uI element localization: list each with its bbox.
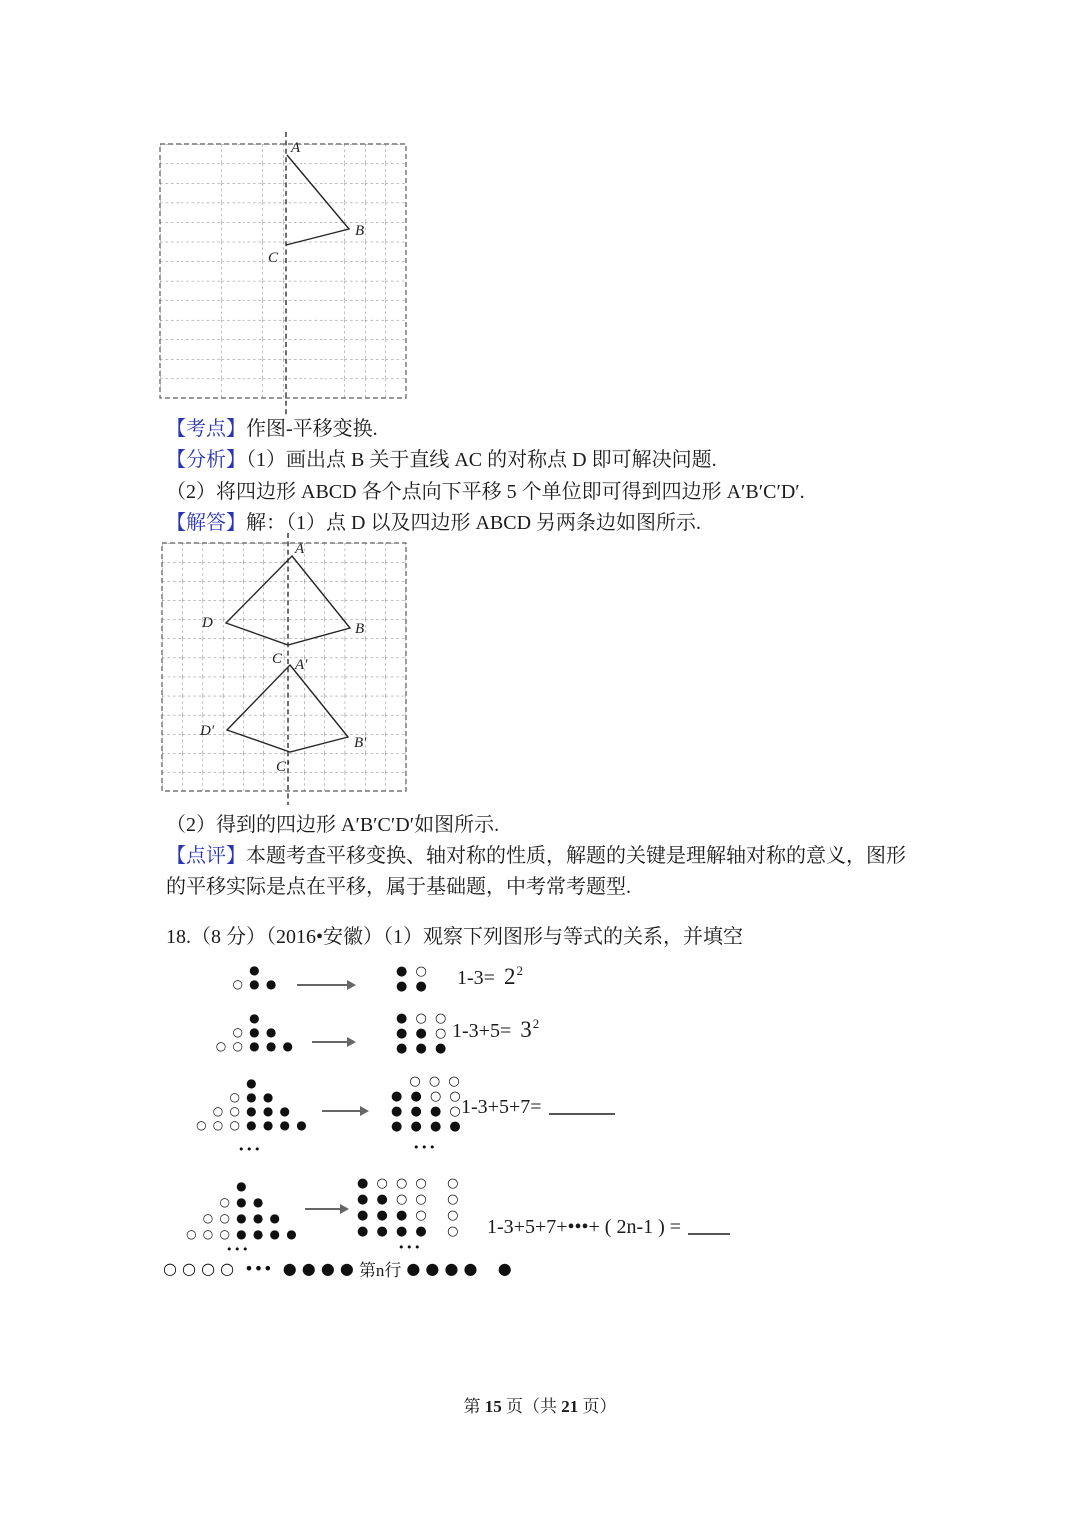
dot-row: ○ ● ● [219, 1195, 265, 1209]
dot-row: ● [236, 1179, 248, 1193]
kaodian-text: 作图-平移变换. [246, 418, 378, 440]
dot-row: ○ ● ● [229, 1090, 275, 1104]
dot-row: ○ ○ ● ● ● [212, 1104, 292, 1118]
question-18-line [166, 922, 743, 953]
result-exponent: 2 [516, 963, 523, 978]
equation-result [520, 1017, 539, 1042]
equation-2 [452, 1016, 539, 1043]
dot-row: ● [249, 963, 261, 977]
dot-row: ○ ○ ○ ● ● ● ● [186, 1227, 298, 1241]
dot-row: ● ○ [396, 964, 429, 979]
answer-blank [549, 1110, 615, 1115]
footer-total-pages: 21 [561, 1397, 579, 1416]
footer-text: 页） [578, 1397, 617, 1416]
equation-1 [457, 963, 523, 990]
jieda-line-2 [166, 810, 499, 841]
figure-grid-translation [158, 531, 410, 807]
dot-row: ○ ● ● [232, 1025, 278, 1039]
dianping-label: 【点评】 [166, 845, 246, 867]
dot-row: ● ● ○ ○ [391, 1089, 463, 1104]
equation-text: 1-3+5= [452, 1020, 512, 1042]
dashed-grid [160, 144, 406, 398]
dot-square-1 [396, 964, 429, 994]
ellipsis-dots: ••• [413, 1141, 437, 1154]
dianping-paragraph [166, 841, 922, 903]
right-arrow-icon [312, 1041, 354, 1043]
dot-square-2 [396, 1011, 448, 1056]
point-label-b: B [355, 621, 365, 637]
jieda-text: 解：（1）点 D 以及四边形 ABCD 另两条边如图所示. [246, 512, 702, 534]
dot-row: ● ● ● ● ● [406, 1259, 512, 1278]
footer-page-number: 15 [484, 1397, 502, 1416]
figure-grid-symmetry [158, 128, 410, 418]
fenxi-text: （1）画出点 B 关于直线 AC 的对称点 D 即可解决问题. [246, 449, 717, 471]
dot-row: ● ● ● ● ○ [357, 1224, 461, 1239]
point-label-c-prime: C′ [276, 759, 290, 775]
answer-blank [688, 1230, 730, 1235]
dot-triangle-2 [185, 1011, 325, 1053]
ellipsis-dots: ••• [238, 1143, 262, 1156]
fenxi-line-2 [166, 477, 805, 508]
dot-row: ● ● ○ ○ ○ [357, 1192, 461, 1207]
equation-text: 1-3+5+7= [461, 1096, 542, 1118]
dianping-text: 本题考查平移变换、轴对称的性质，解题的关键是理解轴对称的意义，图形的平移实际是点在平移，属于基础题，中考常考题型. [166, 845, 906, 898]
dot-row: ● [249, 1011, 261, 1025]
dot-row: ○ ○ ● ● ● [202, 1211, 282, 1225]
right-arrow-icon [305, 1208, 347, 1210]
dot-row: ○ ○ ○ ● ● ● ● [196, 1118, 308, 1132]
result-exponent: 2 [532, 1016, 540, 1031]
point-label-d-prime: D′ [200, 723, 215, 739]
footer-text: 页（共 [501, 1397, 562, 1416]
result-base: 3 [520, 1017, 532, 1042]
equation-4 [487, 1216, 730, 1239]
dot-row: ● ● ● ○ ○ [357, 1208, 461, 1223]
dashed-grid [162, 543, 406, 791]
kaodian-line [166, 414, 378, 445]
dot-triangle-4 [182, 1178, 302, 1242]
point-label-c: C [272, 651, 283, 667]
dot-row: ○ ○ ● ● ● [215, 1039, 295, 1053]
dot-row: ● ○ ○ ○ ○ [357, 1176, 461, 1191]
right-arrow-icon [297, 984, 354, 986]
page-footer [0, 1392, 1080, 1417]
fenxi-label: 【分析】 [166, 449, 246, 471]
ellipsis-dots: ••• [226, 1243, 250, 1256]
point-label-c: C [268, 250, 279, 266]
footer-text: 第 [463, 1397, 485, 1416]
dot-square-4 [357, 1176, 461, 1240]
point-label-b: B [355, 223, 365, 239]
dot-row: ● ● ● ● [391, 1119, 463, 1134]
equation-result [504, 964, 523, 989]
dot-row: ● ● [396, 979, 429, 994]
dot-row: ● [246, 1076, 258, 1090]
dot-row: ● ● ○ [396, 1026, 449, 1041]
fenxi-text-2: （2）将四边形 ABCD 各个点向下平移 5 个单位即可得到四边形 A′B′C′D′. [166, 481, 805, 503]
right-arrow-icon [322, 1110, 367, 1112]
point-label-a: A [295, 541, 305, 557]
dot-row: ● ○ ○ [396, 1011, 449, 1026]
question-18-text: 18.（8 分）（2016•安徽）（1）观察下列图形与等式的关系，并填空 [166, 926, 744, 948]
equation-3 [461, 1096, 615, 1119]
point-label-d: D [202, 615, 213, 631]
equation-text: 1-3= [457, 967, 495, 989]
dot-triangle-1 [205, 963, 305, 991]
nth-row-line [163, 1256, 512, 1281]
nth-row-label: 第n行 [358, 1261, 402, 1280]
point-label-b-prime: B′ [354, 735, 367, 751]
dot-row: ○ ● ● [232, 977, 278, 991]
dot-row: ● ● ● [396, 1041, 449, 1056]
dot-triangle-3 [172, 1076, 332, 1132]
point-label-a: A [291, 140, 301, 156]
jieda-label: 【解答】 [166, 512, 246, 534]
equation-text: 1-3+5+7+•••+ ( 2n-1 ) = [487, 1216, 682, 1238]
result-base: 2 [503, 964, 516, 989]
dot-row: ○ ○ ○ ○ ••• ● ● ● ● [163, 1259, 354, 1278]
kaodian-label: 【考点】 [166, 418, 246, 440]
ellipsis-dots: ••• [398, 1241, 422, 1254]
dot-row: ○ ○ ○ [391, 1074, 462, 1089]
point-label-a-prime: A′ [295, 657, 308, 673]
fenxi-line [166, 445, 717, 476]
dot-row: ● ● ● ○ [391, 1104, 463, 1119]
dot-square-3 [391, 1074, 463, 1134]
jieda-text-2: （2）得到的四边形 A′B′C′D′如图所示. [166, 814, 500, 836]
